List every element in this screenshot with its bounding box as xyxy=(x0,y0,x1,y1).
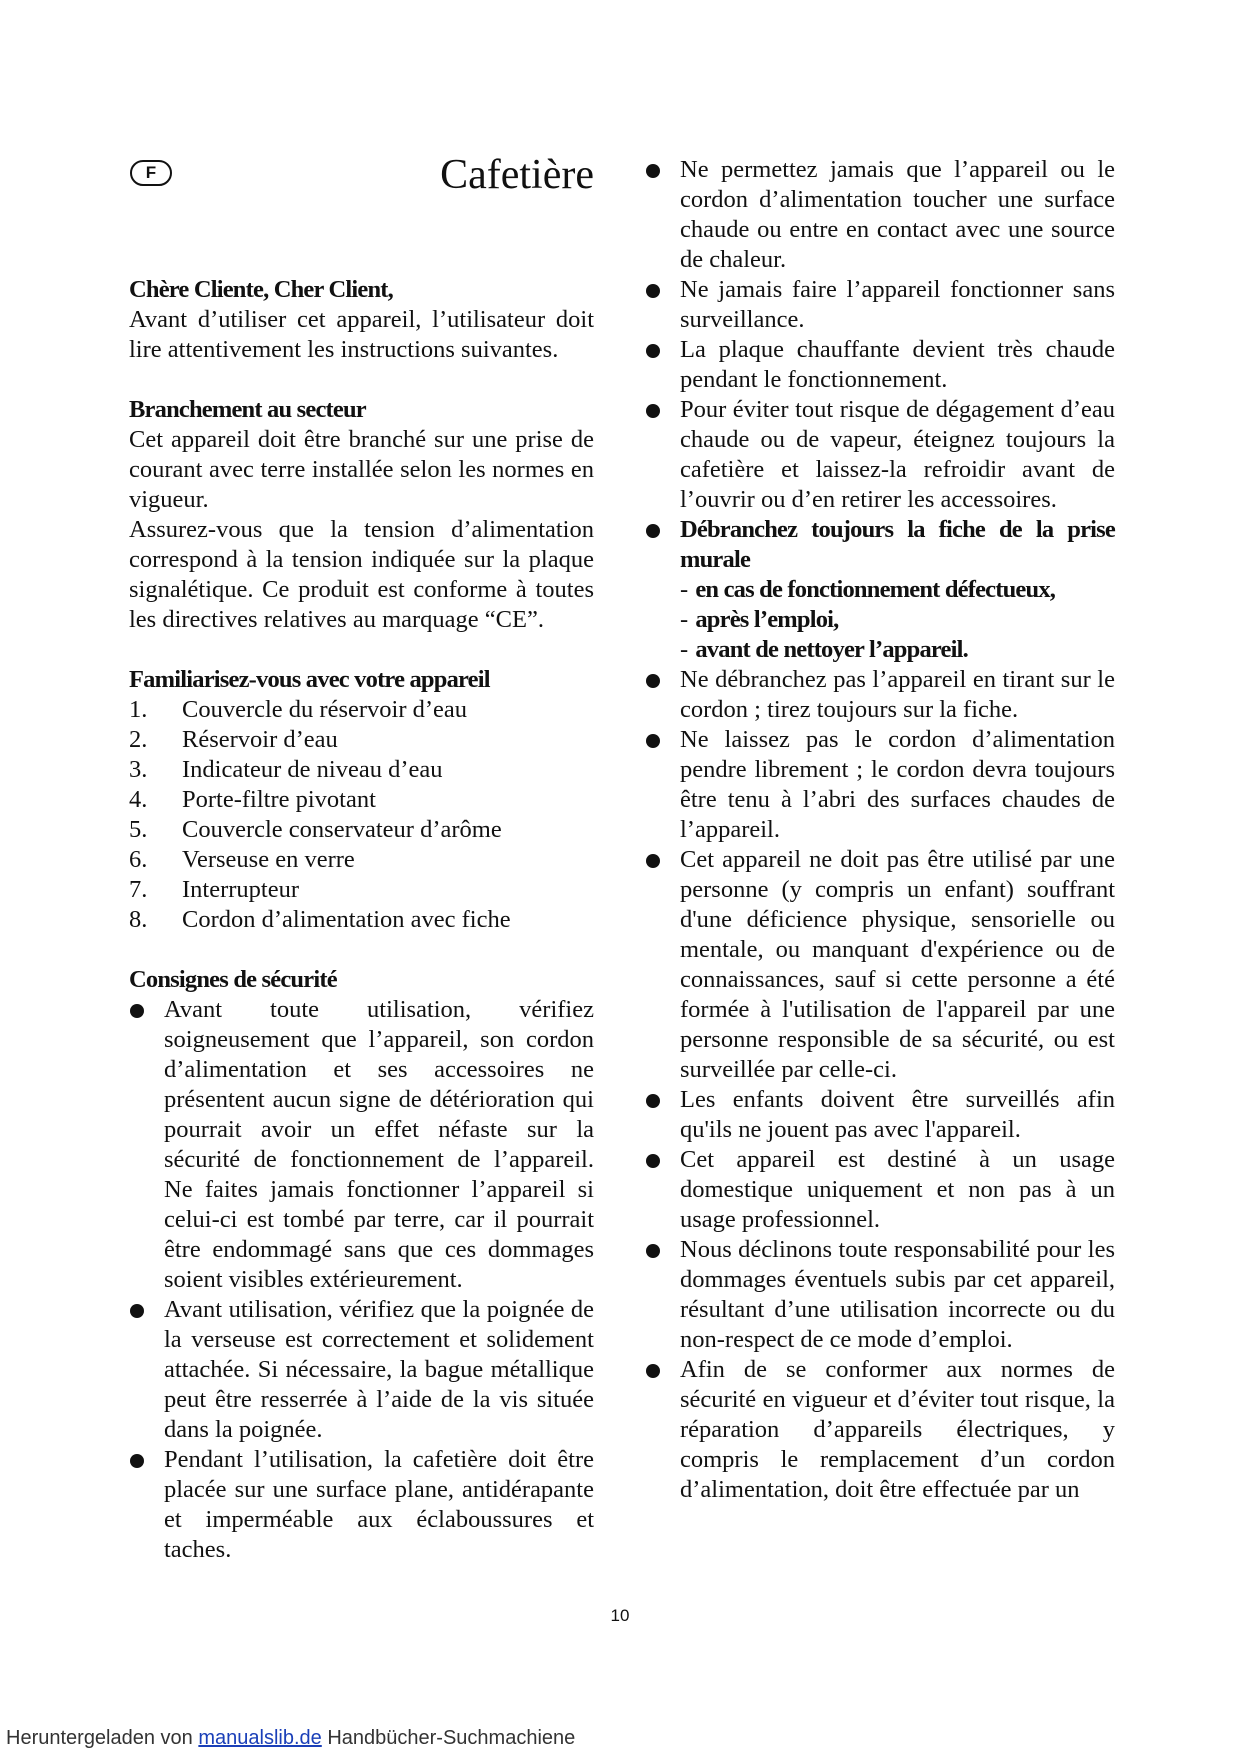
list-item xyxy=(129,995,594,1295)
item-number: 7. xyxy=(129,876,148,903)
bullet-icon xyxy=(646,1094,660,1108)
bullet-text: Avant toute utilisation, vérifiez soigneusement que l’appareil, son cordon d’alimentation et ses accessoires ne présentent aucun signe de détérioration qui pourrait avoir un effet néfaste sur la sécurité de fonctionnement de l’appareil. Ne faites jamais fonctionner l’appareil si celui-ci est tombé par terre, car il pourrait être endommagé sans que ces dommages soient visibles extérieurement. xyxy=(164,996,594,1293)
list-item xyxy=(645,845,1115,1085)
item-label: Réservoir d’eau xyxy=(182,726,338,753)
bullet-text: Ne jamais faire l’appareil fonctionner sans surveillance. xyxy=(680,276,1115,333)
parts-list xyxy=(129,695,594,935)
item-number: 6. xyxy=(129,846,148,873)
list-item xyxy=(645,1085,1115,1145)
list-item xyxy=(645,1145,1115,1235)
bullet-icon xyxy=(646,284,660,298)
bullet-icon xyxy=(646,1244,660,1258)
intro-text: Avant d’utiliser cet appareil, l’utilisateur doit lire attentivement les instructions suivantes. xyxy=(129,306,594,363)
bullet-icon xyxy=(130,1454,144,1468)
dash-marker: - xyxy=(680,636,688,663)
item-label: Couvercle conservateur d’arôme xyxy=(182,816,502,843)
safety-list-right xyxy=(645,155,1115,1505)
bullet-icon xyxy=(646,164,660,178)
list-item xyxy=(129,725,594,755)
page-number: 10 xyxy=(610,1606,630,1625)
bullet-icon xyxy=(130,1004,144,1018)
mains-paragraph: Assurez-vous que la tension d’alimentation correspond à la tension indiquée sur la plaque signalétique. Ce produit est conforme à toutes les directives relatives au marquage “CE”. xyxy=(129,516,594,633)
item-label: Porte-filtre pivotant xyxy=(182,786,376,813)
bullet-text: La plaque chauffante devient très chaude pendant le fonctionnement. xyxy=(680,336,1115,393)
bullet-text: Afin de se conformer aux normes de sécurité en vigueur et d’éviter tout risque, la réparation d’appareils électriques, y compris le remplacement d’un cordon d’alimentation, doit être effectuée par un xyxy=(680,1356,1115,1503)
item-label: Cordon d’alimentation avec fiche xyxy=(182,906,511,933)
footer-suffix: Handbücher-Suchmachiene xyxy=(327,1727,576,1749)
list-item xyxy=(645,1355,1115,1505)
item-label: Indicateur de niveau d’eau xyxy=(182,756,443,783)
right-column xyxy=(645,155,1115,1505)
list-item xyxy=(645,395,1115,515)
item-number: 2. xyxy=(129,726,148,753)
bullet-text: Ne permettez jamais que l’appareil ou le cordon d’alimentation toucher une surface chaude ou entre en contact avec une source de chaleur. xyxy=(680,156,1115,273)
list-item xyxy=(645,155,1115,275)
dash-text: après l’emploi, xyxy=(695,606,839,633)
page-title: Cafetière xyxy=(440,152,594,198)
bullet-icon xyxy=(646,854,660,868)
bullet-icon xyxy=(646,1364,660,1378)
item-number: 5. xyxy=(129,816,148,843)
manualslib-link[interactable]: manualslib.de xyxy=(198,1727,322,1749)
list-item xyxy=(129,815,594,845)
bullet-icon xyxy=(646,1154,660,1168)
item-number: 4. xyxy=(129,786,148,813)
list-item xyxy=(129,755,594,785)
mains-heading: Branchement au secteur xyxy=(129,396,366,423)
bullet-text: Les enfants doivent être surveillés afin qu'ils ne jouent pas avec l'appareil. xyxy=(680,1086,1115,1143)
item-number: 3. xyxy=(129,756,148,783)
item-number: 8. xyxy=(129,906,148,933)
list-item xyxy=(645,335,1115,395)
bullet-text: Cet appareil ne doit pas être utilisé par une personne (y compris un enfant) souffrant d'une déficience physique, sensorielle ou mentale, ou manquant d'expérience ou de connaissances, sauf si cette personne a été formée à l'utilisation de l'appareil par une personne responsible de sa sécurité, ou est surveillée par celle-ci. xyxy=(680,846,1115,1083)
item-number: 1. xyxy=(129,696,148,723)
dash-marker: - xyxy=(680,606,688,633)
bullet-text: Pour éviter tout risque de dégagement d’eau chaude ou de vapeur, éteignez toujours la cafetière et laissez-la refroidir avant de l’ouvrir ou d’en retirer les accessoires. xyxy=(680,396,1115,513)
bullet-text: Ne débranchez pas l’appareil en tirant sur le cordon ; tirez toujours sur la fiche. xyxy=(680,666,1115,723)
list-item xyxy=(129,1295,594,1445)
bullet-text: Cet appareil est destiné à un usage domestique uniquement et non pas à un usage professionnel. xyxy=(680,1146,1115,1233)
download-footer xyxy=(6,1727,575,1750)
item-label: Verseuse en verre xyxy=(182,846,355,873)
safety-list-left xyxy=(129,995,594,1565)
bullet-text: Pendant l’utilisation, la cafetière doit être placée sur une surface plane, antidérapante et imperméable aux éclaboussures et taches. xyxy=(164,1446,594,1563)
bullet-text: Ne laissez pas le cordon d’alimentation pendre librement ; le cordon devra toujours être tenu à l’abri des surfaces chaudes de l’appareil. xyxy=(680,726,1115,843)
mains-paragraph: Cet appareil doit être branché sur une prise de courant avec terre installée selon les normes en vigueur. xyxy=(129,426,594,513)
bullet-icon xyxy=(646,674,660,688)
dash-text: avant de nettoyer l’appareil. xyxy=(695,636,968,663)
list-item xyxy=(680,605,1115,635)
unplug-item xyxy=(645,515,1115,665)
list-item xyxy=(645,275,1115,335)
bullet-icon xyxy=(646,524,660,538)
bullet-icon xyxy=(130,1304,144,1318)
list-item xyxy=(129,1445,594,1565)
item-label: Couvercle du réservoir d’eau xyxy=(182,696,468,723)
footer-prefix: Heruntergeladen von xyxy=(6,1727,193,1749)
list-item xyxy=(645,1235,1115,1355)
unplug-list xyxy=(680,575,1115,665)
list-item xyxy=(645,725,1115,845)
list-item xyxy=(129,845,594,875)
greeting: Chère Cliente, Cher Client, xyxy=(129,276,393,303)
dash-text: en cas de fonctionnement défectueux, xyxy=(695,576,1056,603)
left-column xyxy=(129,275,594,1565)
list-item xyxy=(129,785,594,815)
language-badge: F xyxy=(130,160,172,186)
dash-marker: - xyxy=(680,576,688,603)
list-item xyxy=(680,635,1115,665)
bullet-text: Avant utilisation, vérifiez que la poignée de la verseuse est correctement et solidement attachée. Si nécessaire, la bague métallique peut être resserrée à l’aide de la vis située dans la poignée. xyxy=(164,1296,594,1443)
safety-heading: Consignes de sécurité xyxy=(129,966,337,993)
list-item xyxy=(645,665,1115,725)
bullet-icon xyxy=(646,734,660,748)
list-item xyxy=(129,875,594,905)
item-label: Interrupteur xyxy=(182,876,299,903)
list-item xyxy=(680,575,1115,605)
list-item xyxy=(129,905,594,935)
list-item xyxy=(129,695,594,725)
parts-heading: Familiarisez-vous avec votre appareil xyxy=(129,666,490,693)
bullet-icon xyxy=(646,344,660,358)
bullet-text: Nous déclinons toute responsabilité pour les dommages éventuels subis par cet appareil, résultant d’une utilisation incorrecte ou du non-respect de ce mode d’emploi. xyxy=(680,1236,1115,1353)
unplug-title: Débranchez toujours la fiche de la prise murale xyxy=(680,516,1115,573)
bullet-icon xyxy=(646,404,660,418)
